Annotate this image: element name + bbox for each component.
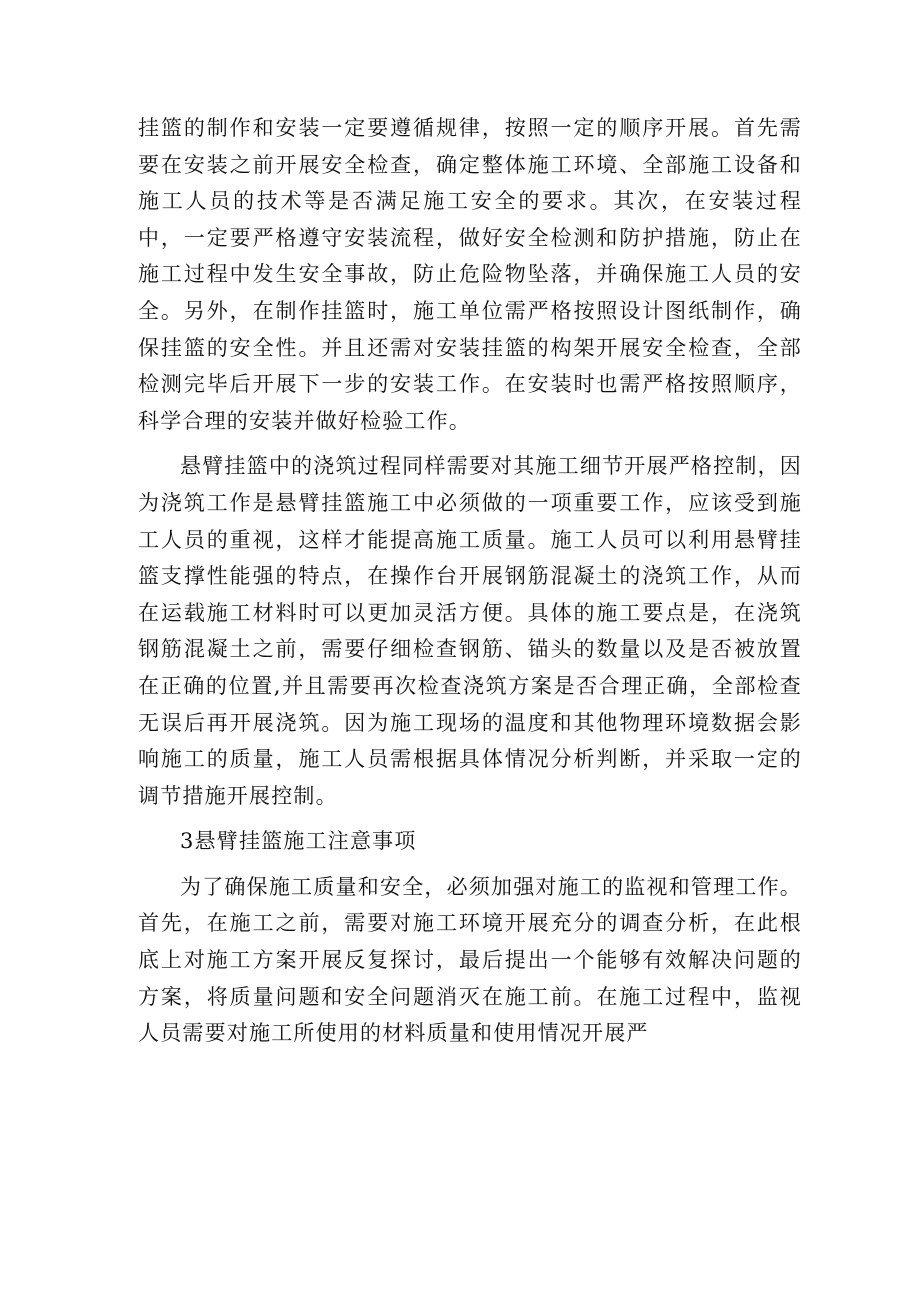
- document-page: [138, 110, 802, 1061]
- section-heading: 3悬臂挂篮施工注意事项: [180, 829, 417, 854]
- paragraph-cradle-installation: 挂篮的制作和安装一定要遵循规律，按照一定的顺序开展。首先需要在安装之前开展安全检查，确定整体施工环境、全部施工设备和施工人员的技术等是否满足施工安全的要求。其次，在安装过程中，一定要严格遵守安装流程，做好安全检测和防护措施，防止在施工过程中发生安全事故，防止危险物坠落，并确保施工人员的安全。另外，在制作挂篮时，施工单位需严格按照设计图纸制作，确保挂篮的安全性。并且还需对安装挂篮的构架开展安全检查，全部检测完毕后开展下一步的安装工作。在安装时也需严格按照顺序，科学合理的安装并做好检验工作。: [138, 116, 802, 433]
- paragraph-pouring-process: 悬臂挂篮中的浇筑过程同样需要对其施工细节开展严格控制，因为浇筑工作是悬臂挂篮施工中必须做的一项重要工作，应该受到施工人员的重视，这样才能提高施工质量。施工人员可以利用悬臂挂篮支撑性能强的特点，在操作台开展钢筋混凝土的浇筑工作，从而在运载施工材料时可以更加灵活方便。具体的施工要点是，在浇筑钢筋混凝土之前，需要仔细检查钢筋、锚头的数量以及是否被放置在正确的位置,并且需要再次检查浇筑方案是否合理正确，全部检查无误后再开展浇筑。因为施工现场的温度和其他物理环境数据会影响施工的质量，施工人员需根据具体情况分析判断，并采取一定的调节措施开展控制。: [138, 454, 802, 808]
- paragraph-supervision: 为了确保施工质量和安全，必须加强对施工的监视和管理工作。首先，在施工之前，需要对施工环境开展充分的调查分析，在此根底上对施工方案开展反复探讨，最后提出一个能够有效解决问题的方案，将质量问题和安全问题消灭在施工前。在施工过程中，监视人员需要对施工所使用的材料质量和使用情况开展严: [138, 874, 802, 1046]
